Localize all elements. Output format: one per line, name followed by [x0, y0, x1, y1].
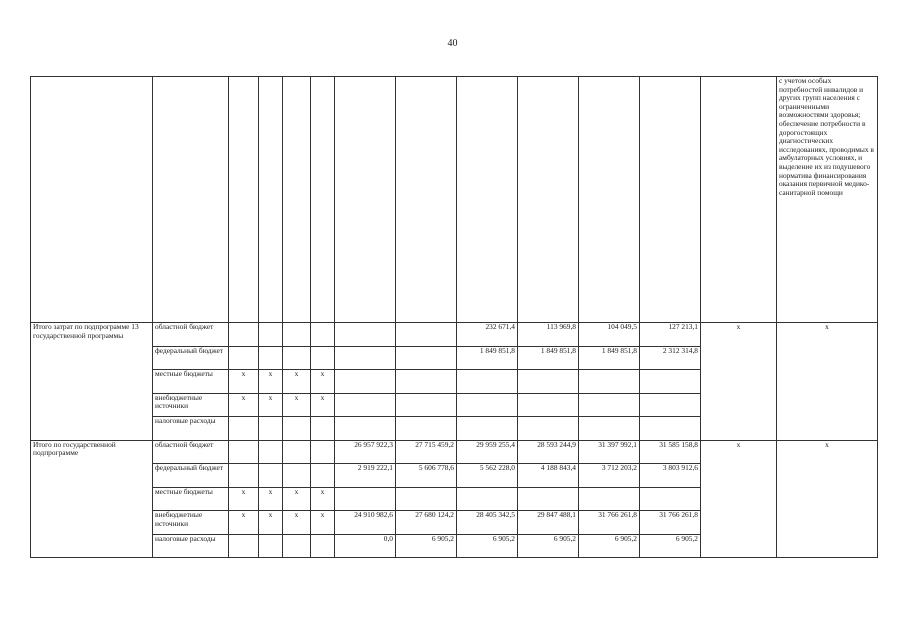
value-cell [396, 487, 457, 511]
code-cell: x [283, 511, 311, 535]
value-cell [335, 370, 396, 394]
funding-source: внебюджетные источники [153, 393, 229, 417]
code-cell [259, 323, 283, 347]
value-cell [640, 417, 701, 441]
value-cell: 232 671,4 [457, 323, 518, 347]
value-cell [335, 417, 396, 441]
code-cell [259, 440, 283, 464]
mark-cell: x [777, 323, 878, 441]
value-cell: 28 593 244,9 [518, 440, 579, 464]
value-cell [457, 393, 518, 417]
code-cell: x [229, 487, 259, 511]
table-cell [31, 77, 153, 323]
code-cell [229, 534, 259, 558]
value-cell: 29 847 488,1 [518, 511, 579, 535]
code-cell [229, 417, 259, 441]
table-cell [311, 77, 335, 323]
value-cell [518, 370, 579, 394]
value-cell [579, 487, 640, 511]
table-row [31, 323, 878, 347]
mark-cell: x [777, 440, 878, 558]
section-title: Итого затрат по подпрограмме 13 государственной программы [31, 323, 153, 441]
value-cell: 3 803 912,6 [640, 464, 701, 488]
value-cell [396, 323, 457, 347]
value-cell: 31 397 992,1 [579, 440, 640, 464]
code-cell [311, 417, 335, 441]
code-cell: x [229, 393, 259, 417]
code-cell: x [229, 511, 259, 535]
value-cell: 26 957 922,3 [335, 440, 396, 464]
value-cell [518, 393, 579, 417]
code-cell [259, 464, 283, 488]
funding-source: налоговые расходы [153, 534, 229, 558]
code-cell: x [259, 393, 283, 417]
code-cell: x [311, 370, 335, 394]
code-cell [229, 440, 259, 464]
code-cell: x [259, 370, 283, 394]
value-cell: 31 585 158,8 [640, 440, 701, 464]
value-cell: 27 680 124,2 [396, 511, 457, 535]
value-cell [579, 417, 640, 441]
value-cell: 31 766 261,8 [640, 511, 701, 535]
value-cell [396, 417, 457, 441]
value-cell [335, 393, 396, 417]
value-cell [518, 487, 579, 511]
value-cell: 104 049,5 [579, 323, 640, 347]
budget-table [30, 76, 878, 558]
value-cell: 127 213,1 [640, 323, 701, 347]
budget-table-body [31, 77, 878, 558]
code-cell: x [311, 511, 335, 535]
code-cell: x [311, 393, 335, 417]
value-cell [640, 370, 701, 394]
table-cell [518, 77, 579, 323]
funding-source: областной бюджет [153, 440, 229, 464]
code-cell [283, 346, 311, 370]
mark-cell: x [701, 323, 777, 441]
value-cell: 2 312 314,8 [640, 346, 701, 370]
funding-source: внебюджетные источники [153, 511, 229, 535]
value-cell: 27 715 459,2 [396, 440, 457, 464]
code-cell [283, 534, 311, 558]
value-cell [640, 393, 701, 417]
value-cell: 6 905,2 [579, 534, 640, 558]
value-cell: 1 849 851,8 [457, 346, 518, 370]
code-cell: x [283, 393, 311, 417]
code-cell [311, 440, 335, 464]
value-cell [457, 417, 518, 441]
code-cell [229, 323, 259, 347]
table-cell [335, 77, 396, 323]
value-cell: 1 849 851,8 [518, 346, 579, 370]
value-cell: 5 562 228,0 [457, 464, 518, 488]
value-cell [396, 370, 457, 394]
funding-source: налоговые расходы [153, 417, 229, 441]
code-cell [259, 417, 283, 441]
value-cell: 29 959 255,4 [457, 440, 518, 464]
code-cell: x [229, 370, 259, 394]
table-row [31, 77, 878, 323]
code-cell [311, 346, 335, 370]
code-cell [283, 440, 311, 464]
table-cell [283, 77, 311, 323]
value-cell: 24 910 982,6 [335, 511, 396, 535]
value-cell: 6 905,2 [396, 534, 457, 558]
value-cell: 6 905,2 [518, 534, 579, 558]
table-cell [579, 77, 640, 323]
value-cell: 3 712 203,2 [579, 464, 640, 488]
funding-source: федеральный бюджет [153, 464, 229, 488]
value-cell: 1 849 851,8 [579, 346, 640, 370]
code-cell: x [283, 487, 311, 511]
table-row [31, 440, 878, 464]
code-cell [229, 464, 259, 488]
measure-description: с учетом особых потребностей инвалидов и других групп населения с ограниченными возможностями здоровья; обеспечение потребности в дорогостоящих диагностических исследованиях, проводимых в амбулаторных условиях, и выделение их из подушевого норматива финансирования оказания первичной медико-санитарной помощи [777, 77, 878, 323]
mark-cell: x [701, 440, 777, 558]
value-cell [396, 346, 457, 370]
value-cell [457, 487, 518, 511]
page-number: 40 [447, 38, 458, 49]
code-cell [283, 464, 311, 488]
code-cell [283, 323, 311, 347]
value-cell: 31 766 261,8 [579, 511, 640, 535]
value-cell: 0,0 [335, 534, 396, 558]
funding-source: местные бюджеты [153, 370, 229, 394]
value-cell [335, 487, 396, 511]
code-cell [283, 417, 311, 441]
code-cell [259, 346, 283, 370]
table-cell [396, 77, 457, 323]
code-cell [259, 534, 283, 558]
code-cell: x [259, 511, 283, 535]
code-cell: x [311, 487, 335, 511]
code-cell: x [259, 487, 283, 511]
code-cell [229, 346, 259, 370]
value-cell: 2 919 222,1 [335, 464, 396, 488]
funding-source: областной бюджет [153, 323, 229, 347]
value-cell [579, 393, 640, 417]
value-cell: 113 969,8 [518, 323, 579, 347]
table-cell [640, 77, 701, 323]
value-cell: 6 905,2 [457, 534, 518, 558]
value-cell: 5 606 778,6 [396, 464, 457, 488]
value-cell [457, 370, 518, 394]
value-cell: 6 905,2 [640, 534, 701, 558]
value-cell [640, 487, 701, 511]
value-cell: 28 405 342,5 [457, 511, 518, 535]
value-cell [579, 370, 640, 394]
funding-source: федеральный бюджет [153, 346, 229, 370]
code-cell [311, 534, 335, 558]
table-cell [259, 77, 283, 323]
value-cell: 4 188 843,4 [518, 464, 579, 488]
value-cell [518, 417, 579, 441]
table-cell [229, 77, 259, 323]
code-cell [311, 464, 335, 488]
code-cell: x [283, 370, 311, 394]
value-cell [396, 393, 457, 417]
code-cell [311, 323, 335, 347]
funding-source: местные бюджеты [153, 487, 229, 511]
table-cell [457, 77, 518, 323]
value-cell [335, 346, 396, 370]
value-cell [335, 323, 396, 347]
table-cell [153, 77, 229, 323]
section-title: Итого по государственной подпрограмме [31, 440, 153, 558]
table-cell [701, 77, 777, 323]
